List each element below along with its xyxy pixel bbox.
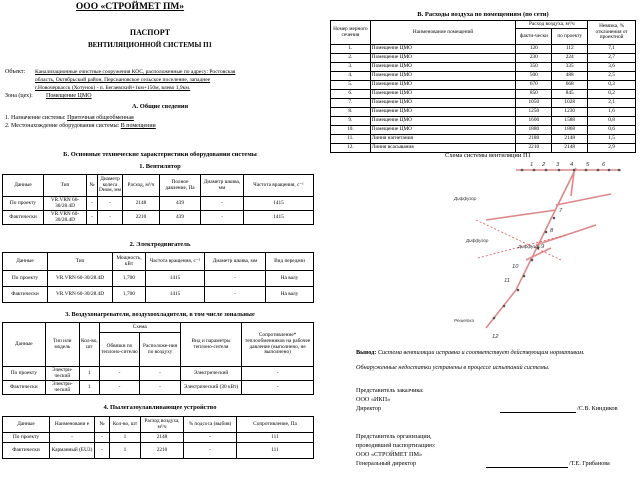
- airflow-r3-c3: 488: [552, 72, 588, 81]
- airflow-r10-c3: 2148: [552, 135, 588, 144]
- passport-subtitle: ВЕНТИЛЯЦИОННОЙ СИСТЕМЫ П1: [87, 41, 213, 49]
- dust-r0-c5: -: [184, 433, 237, 443]
- table-row: [3, 443, 314, 459]
- ventilation-scheme-diagram: [446, 160, 640, 350]
- heaters-r1-c2: 1: [79, 381, 99, 395]
- motor-r1-c3: 1415: [146, 287, 205, 303]
- dust-h-1: Наименовани е: [50, 417, 95, 433]
- motor-r1-c1: VR.VRN 60-30/28.4D: [48, 287, 113, 303]
- scheme-label-6: 6: [602, 162, 606, 168]
- fan-h-0: Данные: [3, 175, 44, 197]
- table-row: [331, 117, 636, 126]
- fan-r1-c3: -: [98, 211, 123, 225]
- heaters-r1-c5: Электрический (30 кВт): [180, 381, 241, 395]
- heaters-title: 3. Воздухонагреватели, воздухоохладители, в том числе зональные: [65, 311, 255, 318]
- airflow-r1-c1: Помещение ЦМО: [370, 54, 516, 63]
- airflow-r1-c3: 224: [552, 54, 588, 63]
- airflow-r2-c1: Помещение ЦМО: [370, 63, 516, 72]
- fan-r0-c6: -: [201, 197, 244, 211]
- heaters-h-4: Обвязки по теплоно-сителю: [99, 333, 140, 367]
- duct-branch-5: [486, 210, 556, 220]
- scheme-label-3: 3: [556, 162, 560, 168]
- fan-r1-c0: Фактически: [3, 211, 44, 225]
- heaters-r1-c1: Электри-ческий: [45, 381, 79, 395]
- heaters-h-7: Сопротивление* теплообменников на рабочее давление (выполнено, не выполнено): [242, 323, 314, 367]
- scheme-diffuser-3: Диффузор: [518, 244, 541, 249]
- airflow-r10-c1: Линия нагнетания: [370, 135, 516, 144]
- dust-h-5: % подсоса (выбив): [184, 417, 237, 433]
- airflow-h-flow: Расход воздуха, м³/ч: [516, 21, 588, 29]
- scheme-diffuser-2: Диффузор: [466, 238, 489, 243]
- airflow-r1-c0: 2.: [331, 54, 371, 63]
- fan-h-2: №: [87, 175, 98, 197]
- airflow-r2-c3: 335: [552, 63, 588, 72]
- dust-r1-c6: 111: [237, 443, 314, 459]
- airflow-r0-c0: 1.: [331, 45, 371, 54]
- heaters-r0-c5: Электрический: [180, 367, 241, 381]
- scheme-grille: Решетка: [454, 318, 475, 323]
- heaters-r0-c0: По проекту: [3, 367, 46, 381]
- airflow-r5-c3: 845: [552, 90, 588, 99]
- table-row: [331, 54, 636, 63]
- fan-h-7: Частота вращения, с⁻¹: [244, 175, 314, 197]
- airflow-r4-c1: Помещение ЦМО: [370, 81, 516, 90]
- airflow-r4-c0: 5.: [331, 81, 371, 90]
- scheme-label-4: 4: [570, 162, 574, 168]
- heaters-h-2: Кол-во, шт: [79, 323, 99, 367]
- contractor-title-2: проводившей паспортизацию:: [356, 442, 436, 449]
- conclusion-text-1: Система вентиляции исправна и соответствует действующим нормативам.: [377, 349, 585, 356]
- fan-r0-c5: 439: [160, 197, 201, 211]
- airflow-r4-c4: 0,3: [588, 81, 636, 90]
- motor-r0-c3: 1415: [146, 271, 205, 287]
- motor-r0-c0: По проекту: [3, 271, 48, 287]
- general-title: А. Общие сведения: [131, 103, 189, 110]
- fan-r0-c2: -: [87, 197, 98, 211]
- airflow-r3-c4: 2,5: [588, 72, 636, 81]
- heaters-r1-c3: -: [99, 381, 140, 395]
- airflow-r5-c0: 6.: [331, 90, 371, 99]
- fan-h-3: Диаметр колеса Dном, мм: [98, 175, 123, 197]
- dust-r0-c0: По проекту: [3, 433, 50, 443]
- airflow-r3-c1: Помещение ЦМО: [370, 72, 516, 81]
- heaters-table: [2, 322, 314, 395]
- fan-r0-c7: 1415: [244, 197, 314, 211]
- scheme-label-5: 5: [586, 162, 590, 168]
- dust-r1-c2: -: [95, 443, 110, 459]
- company-header: ООО «СТРОЙМЕТ ПМ»: [75, 2, 185, 12]
- table-row: [331, 45, 636, 54]
- scheme-label-8: 8: [550, 228, 554, 234]
- airflow-r11-c0: 12.: [331, 144, 371, 153]
- motor-r1-c0: Фактически: [3, 287, 48, 303]
- airflow-r9-c3: 1868: [552, 126, 588, 135]
- dust-r1-c1: Карманный (EU3): [50, 443, 95, 459]
- dust-h-0: Данные: [3, 417, 50, 433]
- motor-h-2: Мощность, кВт: [113, 253, 146, 271]
- heaters-r1-c6: -: [242, 381, 314, 395]
- airflow-r8-c2: 1600: [516, 117, 552, 126]
- dust-r0-c4: 2148: [141, 433, 184, 443]
- fan-r0-c3: -: [98, 197, 123, 211]
- heaters-r0-c4: -: [140, 367, 181, 381]
- dust-r0-c1: -: [50, 433, 95, 443]
- zone-value: Помещение ЦМО: [46, 93, 92, 99]
- heaters-r0-c2: 1: [79, 367, 99, 381]
- scheme-label-7: 7: [559, 208, 563, 214]
- airflow-r7-c3: 1230: [552, 108, 588, 117]
- table-row: [331, 108, 636, 117]
- table-row: [3, 287, 314, 303]
- dust-r1-c0: Фактически: [3, 443, 50, 459]
- airflow-r8-c3: 1588: [552, 117, 588, 126]
- fan-r1-c5: 439: [160, 211, 201, 225]
- airflow-r10-c2: 2180: [516, 135, 552, 144]
- section-v-title: В. Расходы воздуха по помещениям (по сети): [417, 11, 549, 18]
- airflow-r7-c0: 8.: [331, 108, 371, 117]
- airflow-h-fact: факти-чески: [516, 29, 552, 45]
- airflow-r6-c0: 7.: [331, 99, 371, 108]
- heaters-r1-c0: Фактически: [3, 381, 46, 395]
- object-label: Объект:: [5, 69, 26, 75]
- heaters-r0-c1: Электри-ческий: [45, 367, 79, 381]
- airflow-r5-c1: Помещение ЦМО: [370, 90, 516, 99]
- general-item-2: [5, 123, 156, 129]
- dust-r1-c3: 1: [110, 443, 141, 459]
- airflow-r0-c1: Помещение ЦМО: [370, 45, 516, 54]
- dust-r1-c5: -: [184, 443, 237, 459]
- airflow-r7-c1: Помещение ЦМО: [370, 108, 516, 117]
- dust-r0-c2: -: [95, 433, 110, 443]
- customer-role: Директор: [356, 405, 382, 412]
- scheme-label-1: 1: [530, 162, 534, 168]
- heaters-r1-c4: -: [140, 381, 181, 395]
- airflow-h-dev: Невязка, % отклонения от проектной: [588, 21, 636, 45]
- duct-branch-2: [556, 194, 611, 205]
- dust-r0-c6: 111: [237, 433, 314, 443]
- dust-r1-c4: 2210: [141, 443, 184, 459]
- airflow-r4-c2: 670: [516, 81, 552, 90]
- general-item-1: [5, 115, 134, 121]
- scheme-label-11: 11: [504, 278, 511, 284]
- scheme-label-2: 2: [542, 162, 546, 168]
- contractor-name: /Т.Е. Грибанова: [569, 460, 610, 467]
- airflow-r1-c4: 2,7: [588, 54, 636, 63]
- airflow-r6-c4: 2,1: [588, 99, 636, 108]
- airflow-r0-c3: 112: [552, 45, 588, 54]
- fan-r0-c0: По проекту: [3, 197, 44, 211]
- dust-h-2: №: [95, 417, 110, 433]
- motor-r1-c5: На валу: [266, 287, 314, 303]
- scheme-label-10: 10: [512, 264, 519, 270]
- fan-h-6: Диаметр шкива, мм: [201, 175, 244, 197]
- motor-h-0: Данные: [3, 253, 48, 271]
- fan-h-4: Расход, м³/ч: [123, 175, 160, 197]
- airflow-h-proj: по проекту: [552, 29, 588, 45]
- airflow-r11-c1: Линия всасывания: [370, 144, 516, 153]
- airflow-r3-c0: 4.: [331, 72, 371, 81]
- dust-h-4: Расход воздуха, м³/ч: [141, 417, 184, 433]
- airflow-r5-c4: 0,2: [588, 90, 636, 99]
- fan-h-1: Тип: [44, 175, 87, 197]
- airflow-r2-c2: 350: [516, 63, 552, 72]
- object-line-1: Канализационные очистные сооружения КОС, расположенные по адресу: Ростовская: [35, 69, 236, 75]
- customer-signature-line: [500, 412, 576, 413]
- fan-r1-c2: -: [87, 211, 98, 225]
- motor-r1-c4: -: [205, 287, 266, 303]
- contractor-title-1: Представитель организации,: [356, 433, 432, 440]
- motor-r0-c5: На валу: [266, 271, 314, 287]
- table-row: [331, 99, 636, 108]
- table-row: [331, 126, 636, 135]
- general-item-1-label: 1. Назначение системы:: [5, 115, 66, 121]
- table-row: [3, 271, 314, 287]
- dust-h-6: Сопротивление, Па: [237, 417, 314, 433]
- airflow-r0-c4: 7,1: [588, 45, 636, 54]
- airflow-r4-c3: 668: [552, 81, 588, 90]
- general-item-2-value: В помещении: [120, 123, 156, 129]
- airflow-r9-c1: Помещение ЦМО: [370, 126, 516, 135]
- duct-branch-3: [536, 225, 596, 245]
- motor-title: 2. Электродвигатель: [129, 241, 191, 248]
- heaters-h-5: Расположе-ния по воздуху: [140, 333, 181, 367]
- airflow-r7-c2: 1250: [516, 108, 552, 117]
- motor-h-5: Вид передачи: [266, 253, 314, 271]
- airflow-table: [330, 20, 636, 153]
- heaters-h-1: Тип или модель: [45, 323, 79, 367]
- dust-table: [2, 416, 314, 459]
- airflow-r7-c4: 1,6: [588, 108, 636, 117]
- motor-r0-c1: VR.VRN 60-30/28.4D: [48, 271, 113, 287]
- table-row: [331, 81, 636, 90]
- airflow-r8-c0: 9.: [331, 117, 371, 126]
- scheme-diffuser-1: Диффузор: [454, 196, 477, 201]
- fan-r1-c7: 1415: [244, 211, 314, 225]
- airflow-r8-c4: 0,8: [588, 117, 636, 126]
- table-row: [331, 90, 636, 99]
- heaters-h-6: Вид и параметры теплоно-сителя: [180, 323, 241, 367]
- airflow-r8-c1: Помещение ЦМО: [370, 117, 516, 126]
- heaters-r0-c3: -: [99, 367, 140, 381]
- dust-r0-c3: 1: [110, 433, 141, 443]
- customer-title: Представитель заказчика:: [356, 387, 424, 394]
- airflow-r9-c2: 1880: [516, 126, 552, 135]
- table-row: [3, 433, 314, 443]
- airflow-r11-c3: 2148: [552, 144, 588, 153]
- object-line-3: г.Новочеркасск (Хотунок) - п. Бегаевский+1км+150м, влево 1,9км.: [35, 85, 191, 91]
- fan-r0-c1: VR.VRN 60-30/28.4D: [44, 197, 87, 211]
- motor-table: [2, 252, 314, 303]
- airflow-r10-c0: 11.: [331, 135, 371, 144]
- airflow-r1-c2: 230: [516, 54, 552, 63]
- zone-label: Зона (цех):: [5, 93, 33, 99]
- airflow-r2-c4: 3,6: [588, 63, 636, 72]
- customer-org: ООО «ИКП»: [356, 396, 391, 403]
- conclusion-text-2: Обнаруженные недостатки устранены в процессе испытаний системы.: [356, 364, 550, 371]
- airflow-r2-c0: 3.: [331, 63, 371, 72]
- heaters-h-0: Данные: [3, 323, 46, 367]
- fan-table: [2, 174, 314, 225]
- airflow-h-num: Номер мерного сечения: [331, 21, 371, 45]
- motor-r1-c2: 1,700: [113, 287, 146, 303]
- table-row: [331, 135, 636, 144]
- motor-r0-c2: 1,700: [113, 271, 146, 287]
- dust-title: 4. Пылегазоулавливающее устройство: [103, 404, 217, 411]
- contractor-role: Генеральный директор: [356, 460, 417, 467]
- section-b-title: Б. Основные технические характеристики оборудования системы: [63, 151, 257, 158]
- dust-h-3: Кол-во, шт: [110, 417, 141, 433]
- table-row: [3, 381, 314, 395]
- airflow-r11-c4: 2,9: [588, 144, 636, 153]
- fan-r0-c4: 2148: [123, 197, 160, 211]
- airflow-r10-c4: 1,5: [588, 135, 636, 144]
- fan-r1-c1: VR.VRN 60-30/28.4D: [44, 211, 87, 225]
- general-item-1-value: Приточная общеобменная: [67, 115, 134, 121]
- airflow-r9-c0: 10.: [331, 126, 371, 135]
- fan-h-5: Полное давление, Па: [160, 175, 201, 197]
- scheme-label-12: 12: [492, 334, 499, 340]
- motor-h-3: Частота вращения, с⁻¹: [146, 253, 205, 271]
- contractor-org: ООО «СТРОЙМЕТ ПМ»: [356, 451, 423, 458]
- airflow-r6-c1: Помещение ЦМО: [370, 99, 516, 108]
- table-row: [3, 211, 314, 225]
- airflow-r6-c2: 1050: [516, 99, 552, 108]
- general-item-2-label: 2. Местонахождение оборудования системы:: [5, 123, 120, 129]
- airflow-r11-c2: 2210: [516, 144, 552, 153]
- passport-title: ПАСПОРТ: [129, 28, 171, 37]
- conclusion: [356, 349, 585, 356]
- table-row: [3, 367, 314, 381]
- object-line-2: область, Октябрьский район, Персиановское сельское поселение, западнее: [35, 77, 211, 83]
- airflow-h-name: Наименование помещений: [370, 21, 516, 45]
- motor-r0-c4: -: [205, 271, 266, 287]
- scheme-label-9: 9: [541, 244, 545, 250]
- table-row: [3, 197, 314, 211]
- fan-r1-c4: 2210: [123, 211, 160, 225]
- airflow-r9-c4: 0,6: [588, 126, 636, 135]
- conclusion-label: Вывод:: [356, 349, 377, 356]
- airflow-r5-c2: 850: [516, 90, 552, 99]
- contractor-signature-line: [486, 467, 568, 468]
- scheme-title: Схема системы вентиляции П1: [445, 152, 531, 159]
- fan-title: 1. Вентилятор: [139, 163, 181, 170]
- table-row: [331, 63, 636, 72]
- airflow-r0-c2: 120: [516, 45, 552, 54]
- motor-h-4: Диаметр шкива, мм: [205, 253, 266, 271]
- airflow-r3-c2: 500: [516, 72, 552, 81]
- motor-h-1: Тип: [48, 253, 113, 271]
- heaters-r0-c6: -: [242, 367, 314, 381]
- table-row: [331, 72, 636, 81]
- airflow-r6-c3: 1028: [552, 99, 588, 108]
- customer-name: /С.В. Киндиков: [577, 405, 618, 412]
- fan-r1-c6: -: [201, 211, 244, 225]
- heaters-h-3: Схема: [99, 323, 180, 333]
